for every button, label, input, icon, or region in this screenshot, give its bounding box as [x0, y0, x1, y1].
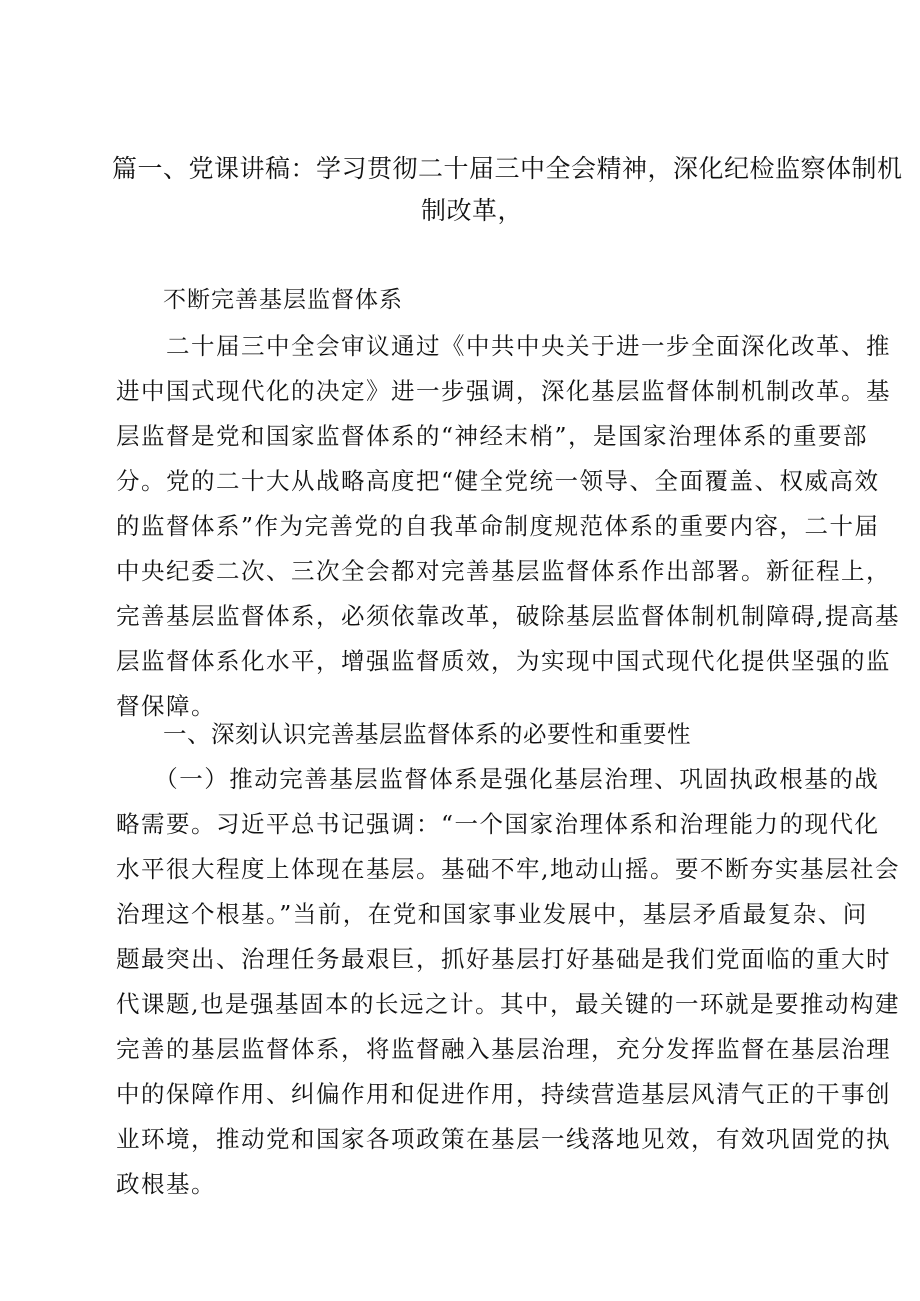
title-line: 制改革，	[420, 196, 523, 225]
document-subtitle: 不断完善基层监督体系	[163, 287, 403, 313]
document-title	[112, 148, 903, 232]
paragraph-line: 二十届三中全会审议通过《中共中央关于进一步全面深化改革、推	[116, 332, 891, 360]
paragraph-line: 层监督体系化水平，增强监督质效，为实现中国式现代化提供坚强的监	[116, 647, 891, 675]
paragraph-section-1	[116, 757, 900, 1207]
paragraph-line: 完善的基层监督体系，将监督融入基层治理，充分发挥监督在基层治理	[116, 1035, 891, 1063]
paragraph-intro	[116, 324, 900, 729]
paragraph-line: 题最突出、治理任务最艰巨，抓好基层打好基础是我们党面临的重大时	[116, 945, 891, 973]
paragraph-line: （一）推动完善基层监督体系是强化基层治理、巩固执政根基的战	[116, 765, 880, 793]
paragraph-line: 层监督是党和国家监督体系的“神经末梢”，是国家治理体系的重要部	[116, 422, 869, 450]
paragraph-line: 业环境，推动党和国家各项政策在基层一线落地见效，有效巩固党的执	[116, 1125, 891, 1153]
paragraph-line: 水平很大程度上体现在基层。基础不牢,地动山摇。要不断夯实基层社会	[116, 855, 900, 883]
paragraph-line: 中央纪委二次、三次全会都对完善基层监督体系作出部署。新征程上，	[116, 557, 891, 585]
paragraph-line: 略需要。习近平总书记强调：“一个国家治理体系和治理能力的现代化	[116, 810, 880, 838]
section-heading: 一、深刻认识完善基层监督体系的必要性和重要性	[163, 720, 691, 748]
paragraph-line: 政根基。	[116, 1170, 216, 1198]
paragraph-line: 督保障。	[116, 692, 216, 720]
paragraph-line: 代课题,也是强基固本的长远之计。其中，最关键的一环就是要推动构建	[116, 990, 900, 1018]
paragraph-line: 中的保障作用、纠偏作用和促进作用，持续营造基层风清气正的干事创	[116, 1080, 891, 1108]
title-line: 篇一、党课讲稿：学习贯彻二十届三中全会精神，深化纪检监察体制机	[112, 154, 903, 183]
paragraph-line: 分。党的二十大从战略高度把“健全党统一领导、全面覆盖、权威高效	[116, 467, 880, 495]
paragraph-line: 的监督体系”作为完善党的自我革命制度规范体系的重要内容，二十届	[116, 512, 880, 540]
paragraph-line: 进中国式现代化的决定》进一步强调，深化基层监督体制机制改革。基	[116, 377, 891, 405]
paragraph-line: 治理这个根基。”当前，在党和国家事业发展中，基层矛盾最复杂、问	[116, 900, 868, 928]
paragraph-line: 完善基层监督体系，必须依靠改革，破除基层监督体制机制障碍,提高基	[116, 602, 900, 630]
